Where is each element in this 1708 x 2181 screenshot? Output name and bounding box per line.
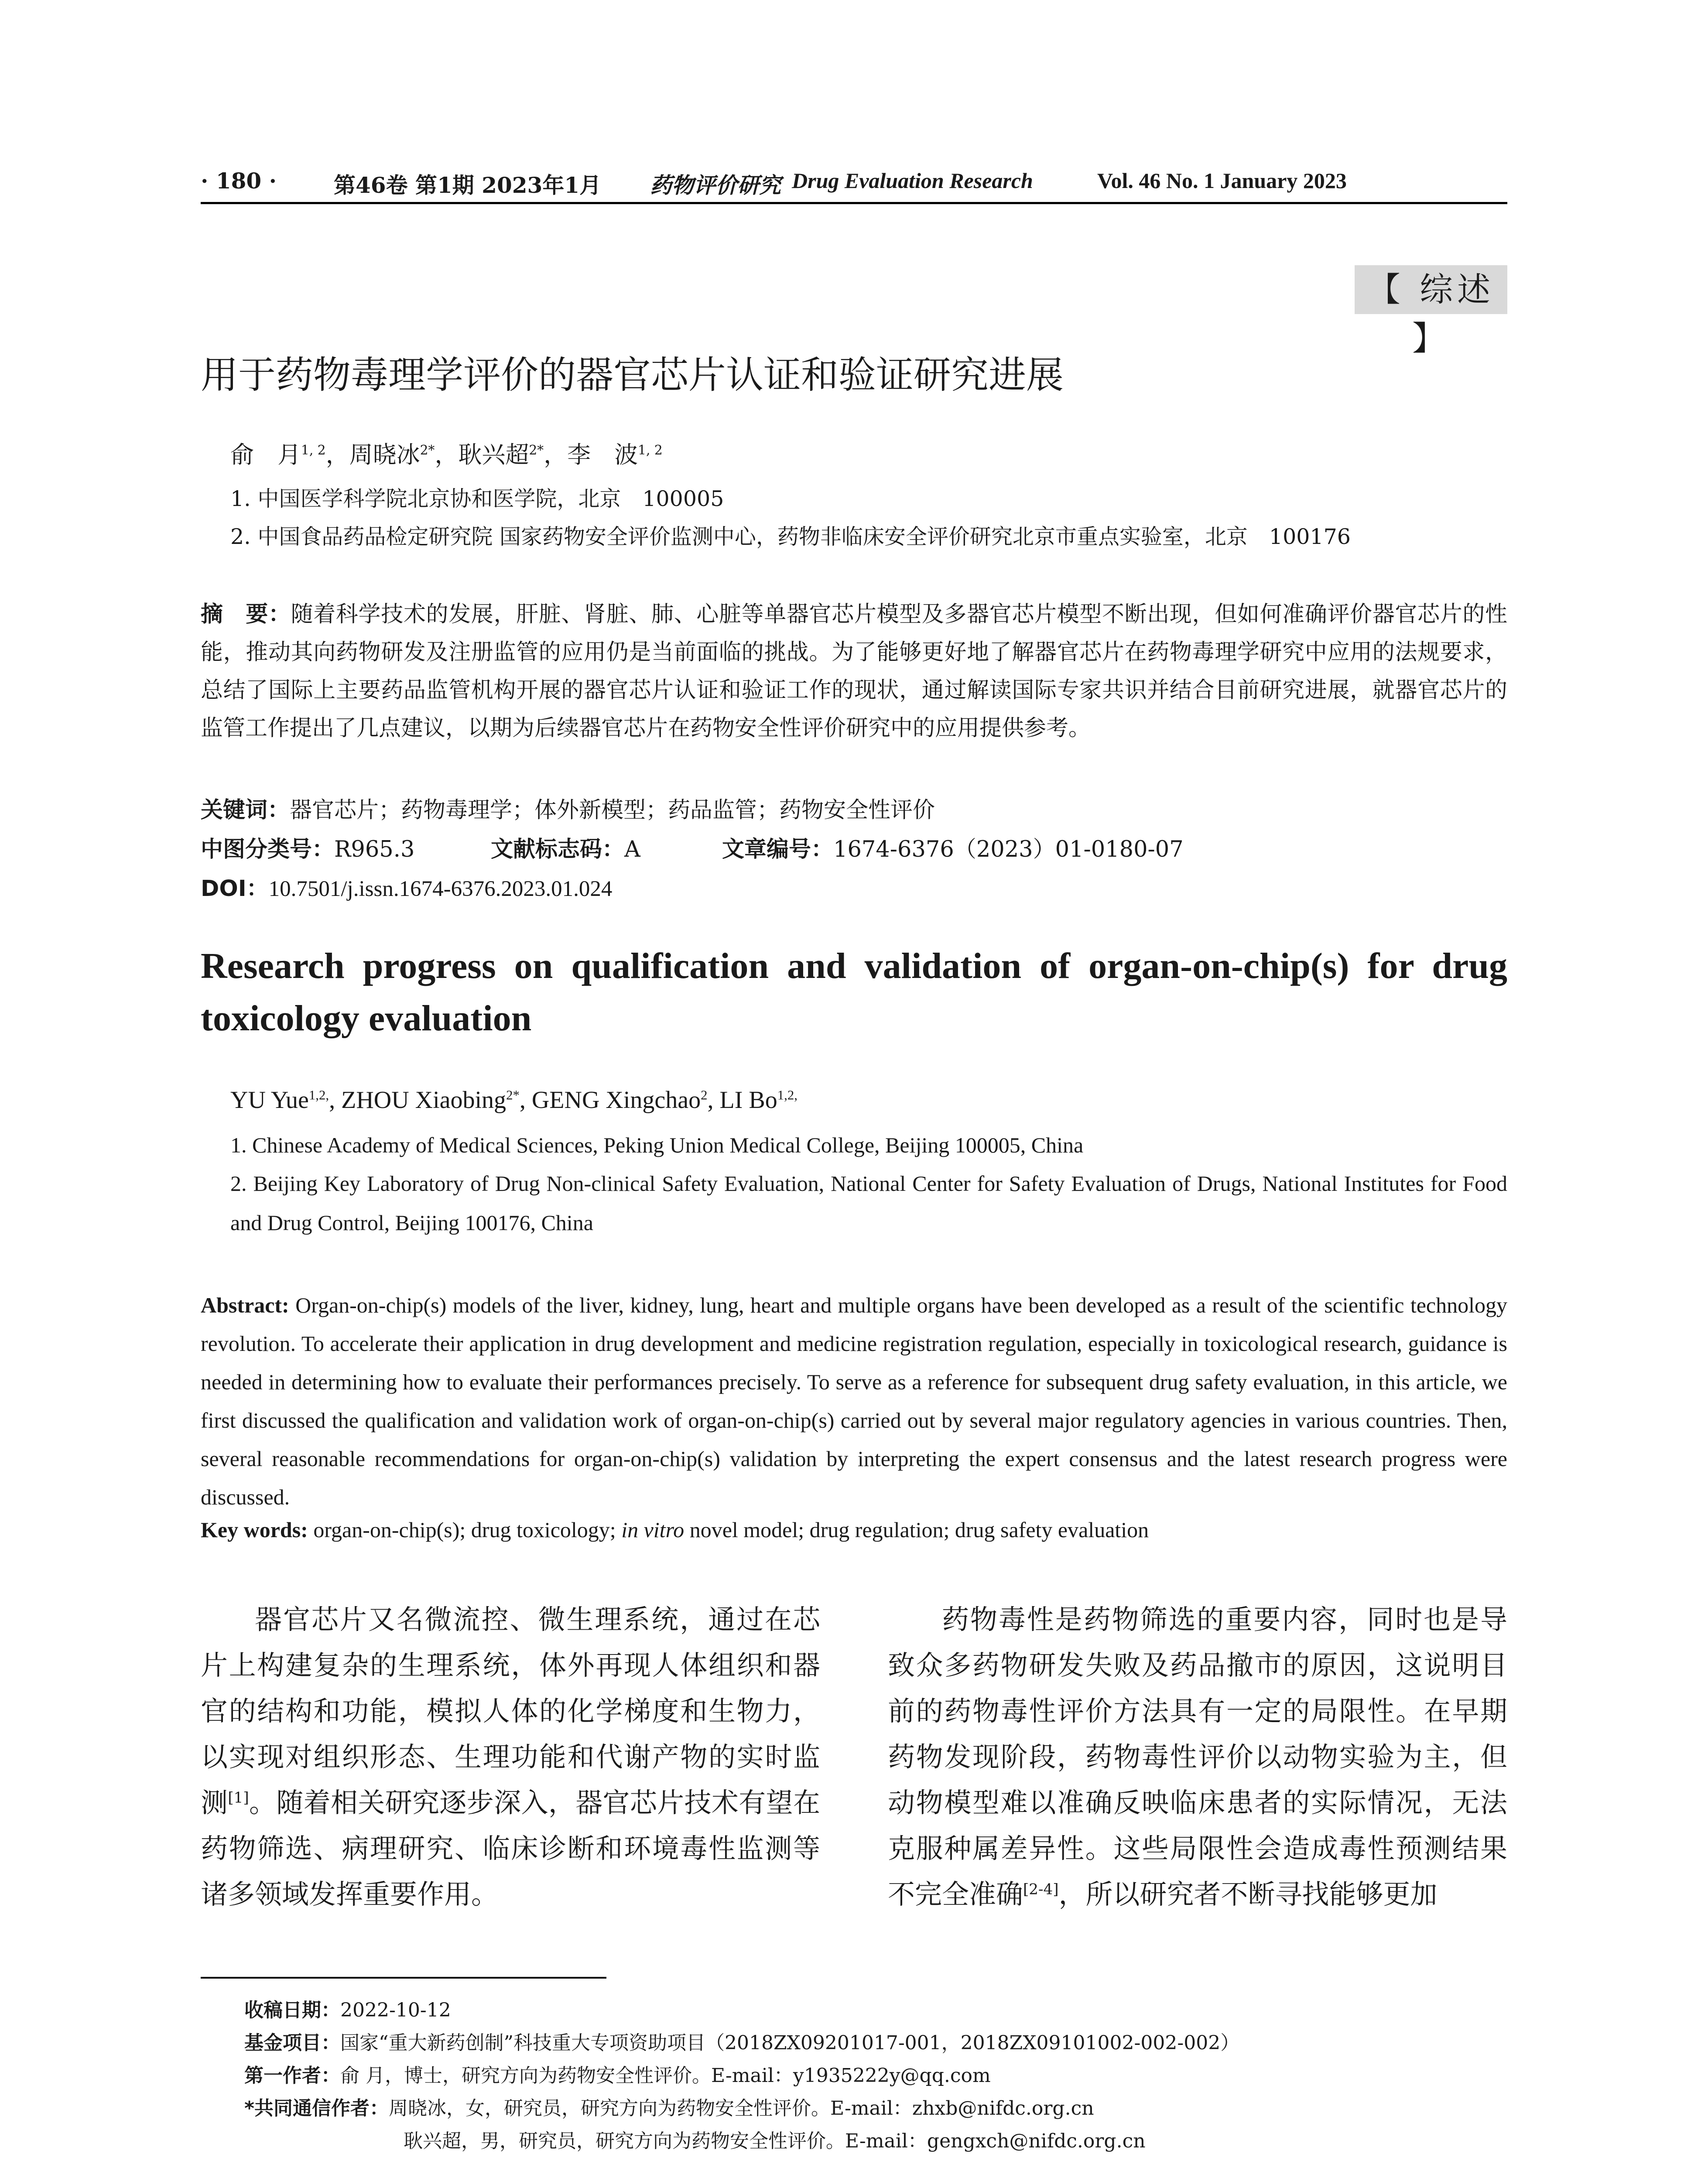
article-no-value: 1674-6376（2023）01-0180-07 [833, 837, 1184, 862]
author-name: YU Yue [230, 1087, 309, 1114]
en-abstract-text: Organ-on-chip(s) models of the liver, kidney, lung, heart and multiple organs have been developed as a result of the scientific technology revolution. To accelerate their application in drug development and medicine registration regulation, especially in toxicological research, guidance is needed in determining how to evaluate their performances precisely. To serve as a reference for subsequent drug safety evaluation, in this article, we first discussed the qualification and validation work of organ-on-chip(s) carried out by several major regulatory agencies in various countries. Then, several reasonable recommendations for organ-on-chip(s) validation by interpreting the expert consensus and the latest research progress were discussed. [201, 1293, 1508, 1509]
author-affil: 2* [529, 443, 544, 458]
cn-keywords [201, 792, 935, 824]
header-rule [201, 202, 1507, 204]
footnote-fund: 基金项目：国家“重大新药创制”科技重大专项资助项目（2018ZX09201017-001，2018ZX09101002-002-002） [244, 2032, 1240, 2054]
cn-authors: 俞 月$^{1, 2}$，周晓冰$^{2*}$，耿兴超$^{2*}$，李 波$^{1, 2}$ [230, 441, 663, 468]
en-title: Research progress on qualification and validation of organ-on-chip(s) for drug toxicology evaluation [201, 946, 1507, 1039]
clc-label: 中图分类号： [201, 837, 335, 862]
author-affil: 2 [701, 1087, 708, 1103]
cn-keywords-text: 器官芯片；药物毒理学；体外新模型；药品监管；药物安全性评价 [290, 797, 935, 823]
en-abstract [201, 1286, 1507, 1516]
author-affil: 2* [506, 1087, 520, 1103]
en-abstract-label: Abstract: [201, 1293, 289, 1317]
issue-cn: 第46卷 第1期 2023年1月 [334, 172, 602, 198]
footnote-first-author: 第一作者：俞 月，博士，研究方向为药物安全性评价。E-mail：y1935222y@qq.com [244, 2065, 991, 2087]
clc-value: R965.3 [334, 837, 415, 862]
page-number: · 180 · [201, 168, 277, 194]
footnote-corresponding: *共同通信作者：周晓冰，女，研究员，研究方向为药物安全性评价。E-mail：zhxb@nifdc.org.cn [244, 2097, 1094, 2119]
cn-abstract-text: 随着科学技术的发展，肝脏、肾脏、肺、心脏等单器官芯片模型及多器官芯片模型不断出现，但如何准确评价器官芯片的性能，推动其向药物研发及注册监管的应用仍是当前面临的挑战。为了能够更好地了解器官芯片在药物毒理学研究中应用的法规要求，总结了国际上主要药品监管机构开展的器官芯片认证和验证工作的现状，通过解读国际专家共识并结合目前研究进展，就器官芯片的监管工作提出了几点建议，以期为后续器官芯片在药物安全性评价研究中的应用提供参考。 [201, 602, 1507, 741]
author-name: 俞 月 [230, 441, 301, 468]
doi-label: DOI： [201, 876, 269, 902]
author-name: 李 波 [567, 441, 638, 468]
section-tag: 【 综述 】 [1355, 265, 1507, 314]
cn-doi [201, 870, 612, 902]
article-no-label: 文章编号： [722, 837, 834, 862]
cn-affiliation-2: 2. 中国食品药品检定研究院 国家药物安全评价监测中心，药物非临床安全评价研究北京市重点实验室，北京 100176 [230, 524, 1351, 549]
journal-name-en: Drug Evaluation Research [792, 168, 1033, 193]
citation: [2-4] [1023, 1880, 1059, 1898]
author-name: ZHOU Xiaobing [341, 1087, 507, 1114]
running-header [201, 168, 1507, 203]
footnote-received: 收稿日期：2022-10-12 [244, 1999, 451, 2021]
footnote-rule [201, 1977, 606, 1979]
en-authors: YU Yue$^{1,2,}$, ZHOU Xiaobing$^{2*}$, GENG Xingchao$^2$, LI $Bo^{1,2,}$ [230, 1087, 798, 1114]
en-affiliation-1: 1. Chinese Academy of Medical Sciences, Peking Union Medical College, Beijing 100005, China [230, 1133, 1084, 1157]
body-column-right: 药物毒性是药物筛选的重要内容，同时也是导致众多药物研发失败及药品撤市的原因，这说明目前的药物毒性评价方法具有一定的局限性。在早期药物发现阶段，药物毒性评价以动物实验为主，但动物模型难以准确反映临床患者的实际情况，无法克服种属差异性。这些局限性会造成毒性预测结果不完全准确[2-4]，所以研究者不断寻找能够更加 [888, 1603, 1507, 1910]
doc-code-value: A [624, 837, 640, 862]
author-affil: 2* [420, 443, 435, 458]
en-keywords-label: Key words: [201, 1518, 308, 1542]
author-name: 耿兴超 [458, 441, 529, 468]
author-name: 周晓冰 [349, 441, 420, 468]
footnote-corresponding-2: 耿兴超，男，研究员，研究方向为药物安全性评价。E-mail：gengxch@nifdc.org.cn [404, 2130, 1146, 2152]
cn-abstract-label: 摘 要： [201, 602, 291, 627]
author-name: GENG Xingchao [531, 1087, 701, 1114]
author-name: LI Bo [719, 1087, 777, 1114]
cn-keywords-label: 关键词： [201, 797, 290, 823]
cn-affiliation-1: 1. 中国医学科学院北京协和医学院，北京 100005 [230, 486, 724, 511]
author-affil: 1,2, [308, 1087, 329, 1103]
citation: [1] [228, 1789, 249, 1807]
doc-code-label: 文献标志码： [491, 837, 625, 862]
cn-title: 用于药物毒理学评价的器官芯片认证和验证研究进展 [201, 353, 1064, 397]
author-affil: 1,2, [777, 1087, 798, 1103]
author-affil: 1, 2 [638, 443, 663, 458]
body-column-left: 器官芯片又名微流控、微生理系统，通过在芯片上构建复杂的生理系统，体外再现人体组织和器官的结构和功能，模拟人体的化学梯度和生物力，以实现对组织形态、生理功能和代谢产物的实时监测[1]。随着相关研究逐步深入，器官芯片技术有望在药物筛选、病理研究、临床诊断和环境毒性监测等诸多领域发挥重要作用。 [201, 1603, 820, 1910]
author-affil: 1, 2 [301, 443, 326, 458]
en-keywords: Key words: organ-on-chip(s); drug toxicology; in vitro novel model; drug regulation; drug safety evaluation [201, 1518, 1149, 1542]
en-affiliation-2: 2. Beijing Key Laboratory of Drug Non-clinical Safety Evaluation, National Center for Safety Evaluation of Drugs, National Institutes for Food and Drug Control, Beijing 100176, China [230, 1171, 1507, 1235]
issue-en: Vol. 46 No. 1 January 2023 [1097, 168, 1347, 193]
journal-logo: 药物评价研究 [650, 172, 781, 198]
cn-abstract [201, 595, 1507, 747]
doi-value: 10.7501/j.issn.1674-6376.2023.01.024 [268, 877, 613, 901]
